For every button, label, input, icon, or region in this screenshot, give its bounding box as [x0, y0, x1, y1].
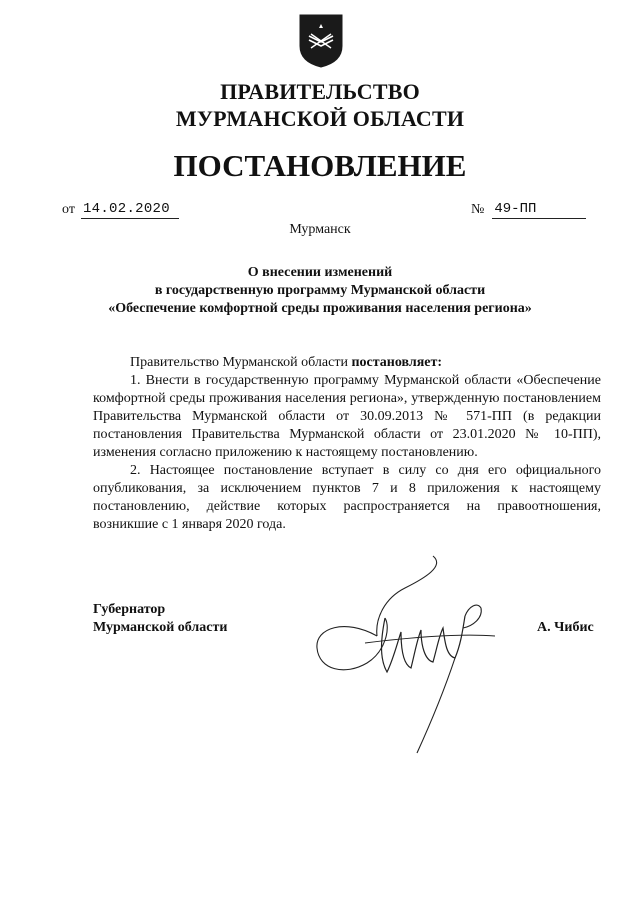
subject-line2: в государственную программу Мурманской области: [154, 283, 486, 298]
government-title: [0, 78, 640, 132]
position-line2: Мурманской области: [93, 620, 228, 635]
intro-paragraph: [93, 354, 601, 372]
government-title-line1: ПРАВИТЕЛЬСТВО: [220, 79, 420, 104]
date-field: [62, 200, 179, 219]
number-value: 49-ПП: [492, 200, 586, 219]
handwritten-signature: [305, 548, 505, 758]
intro-text: Правительство Мурманской области: [130, 355, 352, 370]
document-body: [93, 354, 601, 534]
position-line1: Губернатор: [93, 602, 166, 617]
number-field: [471, 200, 586, 219]
signatory-position: [93, 601, 227, 637]
city-label: Мурманск: [289, 222, 351, 237]
government-title-line2: МУРМАНСКОЙ ОБЛАСТИ: [175, 106, 465, 131]
document-type-heading: ПОСТАНОВЛЕНИЕ: [173, 148, 467, 183]
date-value: 14.02.2020: [81, 200, 179, 219]
document-subject: [60, 264, 580, 318]
date-prefix: от: [62, 202, 75, 217]
coat-of-arms-icon: [299, 14, 343, 68]
number-prefix: №: [471, 202, 485, 217]
subject-line1: О внесении изменений: [247, 265, 393, 280]
intro-bold-text: постановляет:: [351, 355, 443, 370]
item-2-paragraph: 2. Настоящее постановление вступает в силу со дня его официального опубликования, за исключением пунктов 7 и 8 приложения к настоящему постановлению, действие которых распространяется на правоотношения, возникшие с 1 января 2020 года.: [93, 463, 601, 532]
subject-line3: «Обеспечение комфортной среды проживания населения региона»: [108, 301, 532, 316]
signatory-name: А. Чибис: [537, 620, 594, 635]
item-1-paragraph: 1. Внести в государственную программу Мурманской области «Обеспечение комфортной среды проживания населения региона», утвержденную постановлением Правительства Мурманской области от 30.09.2013 № 571-ПП (в редакции постановления Правительства Мурманской области от 23.01.2020 № 10-ПП), изменения согласно приложению к настоящему постановлению.: [93, 373, 601, 460]
